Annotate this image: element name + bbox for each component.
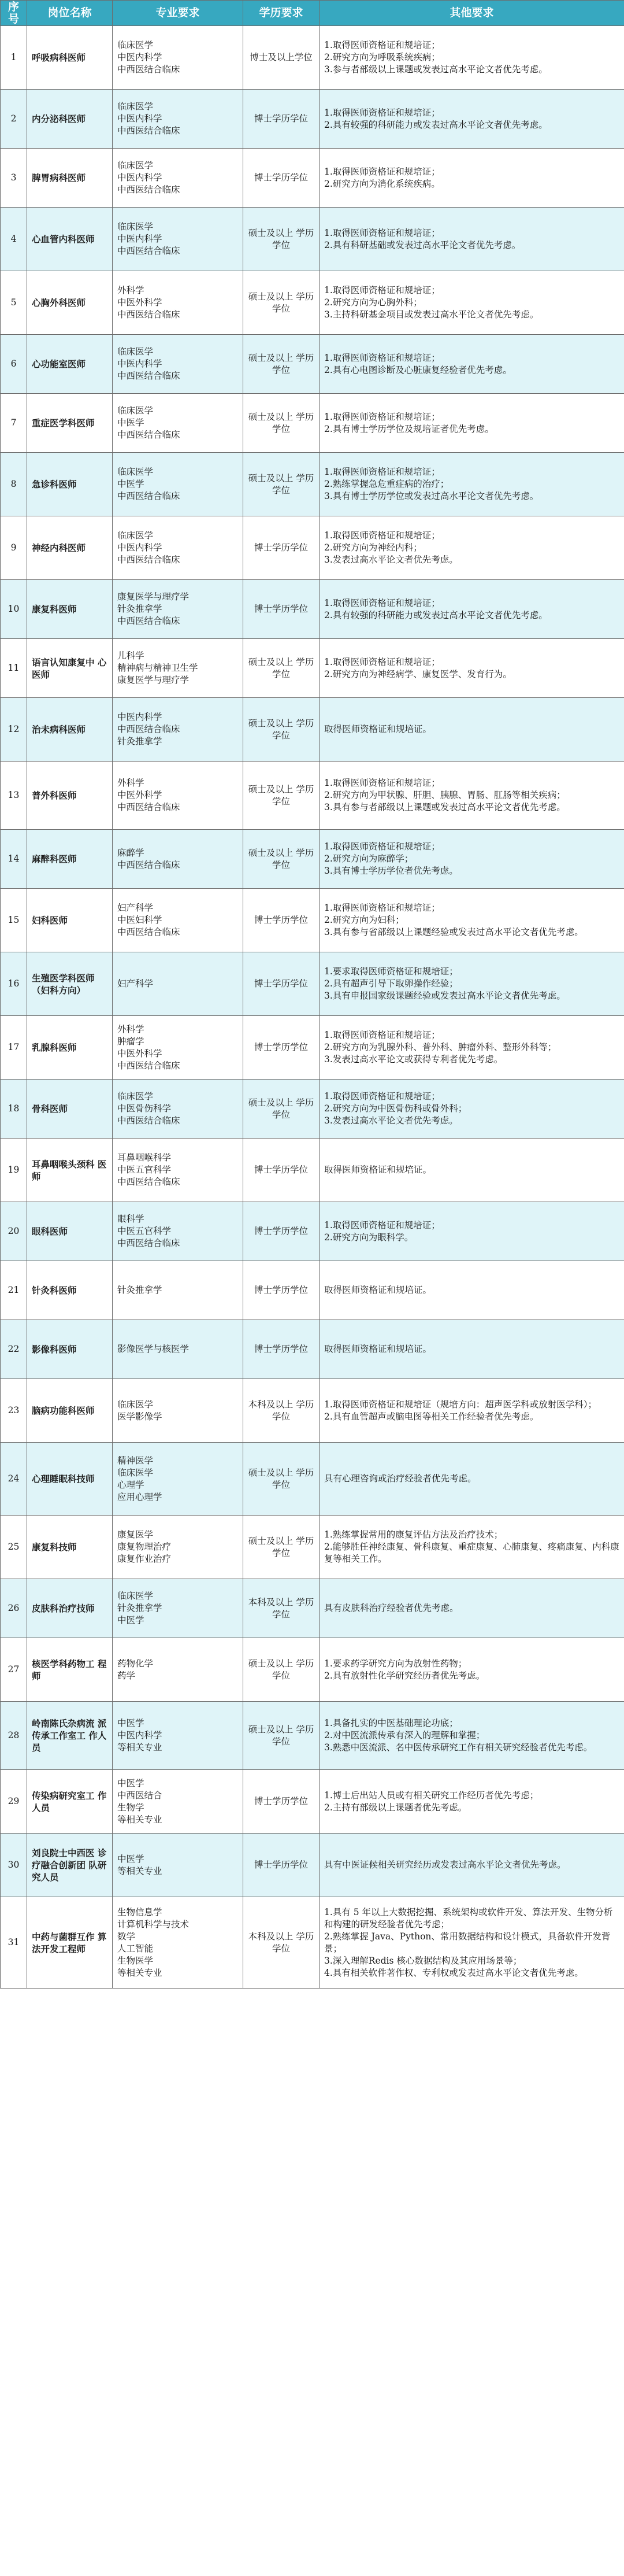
- cell-education-requirement: 硕士及以上 学历学位: [243, 698, 320, 762]
- header-index: 序号: [1, 1, 27, 26]
- cell-position-name: 心功能室医师: [27, 335, 113, 394]
- cell-education-requirement: 博士学历学位: [243, 1139, 320, 1202]
- cell-education-requirement: 博士学历学位: [243, 1261, 320, 1320]
- table-row: [1, 639, 624, 698]
- cell-major-requirement: 妇产科学: [113, 952, 243, 1016]
- table-row: [1, 889, 624, 952]
- table-header-row: [1, 1, 624, 26]
- cell-major-requirement: 耳鼻咽喉科学 中医五官科学 中西医结合临床: [113, 1139, 243, 1202]
- cell-other-requirements: 具有中医证候相关研究经历或发表过高水平论文者优先考虑。: [320, 1834, 624, 1897]
- cell-major-requirement: 麻醉学 中西医结合临床: [113, 830, 243, 889]
- cell-index: 3: [1, 149, 27, 208]
- cell-index: 18: [1, 1080, 27, 1139]
- cell-other-requirements: 1.取得医师资格证和规培证； 2.研究方向为中医骨伤科或骨外科； 3.发表过高水平论文者优先考虑。: [320, 1080, 624, 1139]
- cell-other-requirements: 具有心理咨询或治疗经验者优先考虑。: [320, 1443, 624, 1516]
- cell-position-name: 岭南陈氏杂病流 派传承工作室工 作人员: [27, 1702, 113, 1770]
- cell-education-requirement: 硕士及以上 学历学位: [243, 1443, 320, 1516]
- table-row: [1, 580, 624, 639]
- cell-position-name: 皮肤科治疗技师: [27, 1579, 113, 1638]
- cell-education-requirement: 博士学历学位: [243, 1202, 320, 1261]
- cell-other-requirements: 1.取得医师资格证和规培证； 2.研究方向为妇科； 3.具有参与省部级以上课题经验或发表过高水平论文者优先考虑。: [320, 889, 624, 952]
- cell-education-requirement: 本科及以上 学历学位: [243, 1379, 320, 1443]
- cell-other-requirements: 1.取得医师资格证和规培证； 2.研究方向为眼科学。: [320, 1202, 624, 1261]
- header-position-name: 岗位名称: [27, 1, 113, 26]
- cell-other-requirements: 1.取得医师资格证和规培证； 2.具有较强的科研能力或发表过高水平论文者优先考虑。: [320, 580, 624, 639]
- cell-position-name: 麻醉科医师: [27, 830, 113, 889]
- cell-major-requirement: 妇产科学 中医妇科学 中西医结合临床: [113, 889, 243, 952]
- cell-index: 27: [1, 1638, 27, 1702]
- cell-major-requirement: 外科学 中医外科学 中西医结合临床: [113, 271, 243, 335]
- cell-education-requirement: 博士学历学位: [243, 1834, 320, 1897]
- cell-index: 8: [1, 453, 27, 516]
- cell-position-name: 眼科医师: [27, 1202, 113, 1261]
- table-row: [1, 1379, 624, 1443]
- table-row: [1, 830, 624, 889]
- cell-position-name: 治未病科医师: [27, 698, 113, 762]
- table-body: [1, 26, 624, 1989]
- cell-index: 24: [1, 1443, 27, 1516]
- cell-education-requirement: 硕士及以上 学历学位: [243, 453, 320, 516]
- table-row: [1, 1702, 624, 1770]
- table-row: [1, 1202, 624, 1261]
- cell-education-requirement: 本科及以上 学历学位: [243, 1579, 320, 1638]
- cell-index: 14: [1, 830, 27, 889]
- cell-education-requirement: 硕士及以上 学历学位: [243, 1638, 320, 1702]
- cell-major-requirement: 眼科学 中医五官科学 中西医结合临床: [113, 1202, 243, 1261]
- cell-education-requirement: 博士及以上学位: [243, 26, 320, 90]
- cell-position-name: 语言认知康复中 心医师: [27, 639, 113, 698]
- cell-other-requirements: 1.取得医师资格证和规培证； 2.具有心电图诊断及心脏康复经验者优先考虑。: [320, 335, 624, 394]
- cell-major-requirement: 中医内科学 中西医结合临床 针灸推拿学: [113, 698, 243, 762]
- cell-other-requirements: 1.要求取得医师资格证和规培证； 2.具有超声引导下取卵操作经验； 3.具有申报国家级课题经验或发表过高水平论文者优先考虑。: [320, 952, 624, 1016]
- cell-index: 9: [1, 516, 27, 580]
- cell-education-requirement: 硕士及以上 学历学位: [243, 271, 320, 335]
- cell-position-name: 传染病研究室工 作人员: [27, 1770, 113, 1834]
- cell-major-requirement: 临床医学 中医内科学 中西医结合临床: [113, 149, 243, 208]
- cell-education-requirement: 博士学历学位: [243, 889, 320, 952]
- cell-major-requirement: 临床医学 中医内科学 中西医结合临床: [113, 90, 243, 149]
- cell-education-requirement: 硕士及以上 学历学位: [243, 762, 320, 830]
- cell-index: 7: [1, 394, 27, 453]
- cell-position-name: 耳鼻咽喉头颈科 医师: [27, 1139, 113, 1202]
- table-row: [1, 271, 624, 335]
- cell-index: 22: [1, 1320, 27, 1379]
- table-row: [1, 453, 624, 516]
- cell-education-requirement: 硕士及以上 学历学位: [243, 830, 320, 889]
- cell-education-requirement: 本科及以上 学历学位: [243, 1897, 320, 1989]
- cell-major-requirement: 临床医学 中医骨伤科学 中西医结合临床: [113, 1080, 243, 1139]
- table-row: [1, 335, 624, 394]
- cell-position-name: 心胸外科医师: [27, 271, 113, 335]
- cell-other-requirements: 1.取得医师资格证和规培证； 2.研究方向为消化系统疾病。: [320, 149, 624, 208]
- cell-major-requirement: 药物化学 药学: [113, 1638, 243, 1702]
- cell-other-requirements: 1.取得医师资格证和规培证； 2.具有博士学历学位及规培证者优先考虑。: [320, 394, 624, 453]
- cell-index: 31: [1, 1897, 27, 1989]
- cell-other-requirements: 1.取得医师资格证和规培证； 2.具有较强的科研能力或发表过高水平论文者优先考虑。: [320, 90, 624, 149]
- cell-index: 23: [1, 1379, 27, 1443]
- cell-other-requirements: 1.取得医师资格证和规培证； 2.研究方向为呼吸系统疾病； 3.参与者部级以上课题或发表过高水平论文者优先考虑。: [320, 26, 624, 90]
- cell-position-name: 乳腺科医师: [27, 1016, 113, 1080]
- cell-other-requirements: 1.具有 5 年以上大数据挖掘、系统架构或软件开发、算法开发、生物分析和构建的研发经验者优先考虑； 2.熟练掌握 Java、Python、常用数据结构和设计模式，具备软件开发背景； 3.深入理解Redis 核心数据结构及其应用场景等； 4.具有相关软件著作权、专利权或发表过高水平论文者优先考虑。: [320, 1897, 624, 1989]
- cell-major-requirement: 中医学 中西医结合 生物学 等相关专业: [113, 1770, 243, 1834]
- cell-position-name: 内分泌科医师: [27, 90, 113, 149]
- table-row: [1, 516, 624, 580]
- cell-education-requirement: 硕士及以上 学历学位: [243, 1516, 320, 1579]
- cell-position-name: 重症医学科医师: [27, 394, 113, 453]
- cell-position-name: 康复科技师: [27, 1516, 113, 1579]
- cell-index: 4: [1, 208, 27, 271]
- header-other-requirements: 其他要求: [320, 1, 624, 26]
- table-row: [1, 208, 624, 271]
- cell-index: 26: [1, 1579, 27, 1638]
- cell-major-requirement: 儿科学 精神病与精神卫生学 康复医学与理疗学: [113, 639, 243, 698]
- cell-other-requirements: 1.取得医师资格证和规培证； 2.具有科研基础或发表过高水平论文者优先考虑。: [320, 208, 624, 271]
- table-row: [1, 1016, 624, 1080]
- cell-education-requirement: 博士学历学位: [243, 1320, 320, 1379]
- cell-major-requirement: 外科学 中医外科学 中西医结合临床: [113, 762, 243, 830]
- cell-major-requirement: 影像医学与核医学: [113, 1320, 243, 1379]
- table-row: [1, 1080, 624, 1139]
- cell-other-requirements: 1.取得医师资格证和规培证； 2.研究方向为麻醉学； 3.具有博士学历学位者优先考虑。: [320, 830, 624, 889]
- table-row: [1, 149, 624, 208]
- cell-position-name: 骨科医师: [27, 1080, 113, 1139]
- cell-other-requirements: 取得医师资格证和规培证。: [320, 698, 624, 762]
- cell-index: 10: [1, 580, 27, 639]
- cell-position-name: 康复科医师: [27, 580, 113, 639]
- table-row: [1, 1897, 624, 1989]
- cell-other-requirements: 1.具备扎实的中医基础理论功底； 2.对中医流派传承有深入的理解和掌握； 3.熟悉中医流派、名中医传承研究工作有相关研究经验者优先考虑。: [320, 1702, 624, 1770]
- cell-other-requirements: 取得医师资格证和规培证。: [320, 1320, 624, 1379]
- cell-major-requirement: 临床医学 中医学 中西医结合临床: [113, 394, 243, 453]
- cell-position-name: 脑病功能科医师: [27, 1379, 113, 1443]
- cell-education-requirement: 博士学历学位: [243, 1016, 320, 1080]
- cell-education-requirement: 硕士及以上 学历学位: [243, 1080, 320, 1139]
- cell-position-name: 妇科医师: [27, 889, 113, 952]
- cell-index: 21: [1, 1261, 27, 1320]
- cell-education-requirement: 博士学历学位: [243, 580, 320, 639]
- table-row: [1, 1638, 624, 1702]
- cell-index: 13: [1, 762, 27, 830]
- cell-major-requirement: 针灸推拿学: [113, 1261, 243, 1320]
- table-row: [1, 952, 624, 1016]
- cell-other-requirements: 1.博士后出站人员或有相关研究工作经历者优先考虑； 2.主持有部级以上课题者优先考虑。: [320, 1770, 624, 1834]
- table-row: [1, 1320, 624, 1379]
- cell-education-requirement: 硕士及以上 学历学位: [243, 335, 320, 394]
- cell-position-name: 神经内科医师: [27, 516, 113, 580]
- cell-major-requirement: 精神医学 临床医学 心理学 应用心理学: [113, 1443, 243, 1516]
- table-row: [1, 698, 624, 762]
- cell-education-requirement: 硕士及以上 学历学位: [243, 639, 320, 698]
- cell-major-requirement: 临床医学 中医内科学 中西医结合临床: [113, 516, 243, 580]
- cell-index: 20: [1, 1202, 27, 1261]
- cell-major-requirement: 临床医学 中医内科学 中西医结合临床: [113, 26, 243, 90]
- cell-major-requirement: 康复医学 康复物理治疗 康复作业治疗: [113, 1516, 243, 1579]
- cell-position-name: 普外科医师: [27, 762, 113, 830]
- cell-education-requirement: 博士学历学位: [243, 952, 320, 1016]
- cell-other-requirements: 取得医师资格证和规培证。: [320, 1139, 624, 1202]
- header-major-requirement: 专业要求: [113, 1, 243, 26]
- cell-index: 11: [1, 639, 27, 698]
- cell-other-requirements: 1.取得医师资格证和规培证； 2.研究方向为神经病学、康复医学、发育行为。: [320, 639, 624, 698]
- cell-index: 30: [1, 1834, 27, 1897]
- cell-position-name: 呼吸病科医师: [27, 26, 113, 90]
- cell-other-requirements: 1.取得医师资格证和规培证； 2.熟练掌握急危重症病的治疗； 3.具有博士学历学位或发表过高水平论文者优先考虑。: [320, 453, 624, 516]
- cell-major-requirement: 康复医学与理疗学 针灸推拿学 中西医结合临床: [113, 580, 243, 639]
- cell-major-requirement: 临床医学 中医学 中西医结合临床: [113, 453, 243, 516]
- cell-other-requirements: 具有皮肤科治疗经验者优先考虑。: [320, 1579, 624, 1638]
- cell-education-requirement: 硕士及以上 学历学位: [243, 1702, 320, 1770]
- table-row: [1, 762, 624, 830]
- cell-position-name: 影像科医师: [27, 1320, 113, 1379]
- cell-education-requirement: 硕士及以上 学历学位: [243, 394, 320, 453]
- cell-index: 12: [1, 698, 27, 762]
- header-education-requirement: 学历要求: [243, 1, 320, 26]
- cell-position-name: 脾胃病科医师: [27, 149, 113, 208]
- cell-index: 16: [1, 952, 27, 1016]
- table-row: [1, 1443, 624, 1516]
- table-row: [1, 1261, 624, 1320]
- cell-index: 29: [1, 1770, 27, 1834]
- cell-other-requirements: 取得医师资格证和规培证。: [320, 1261, 624, 1320]
- cell-position-name: 心理睡眠科技师: [27, 1443, 113, 1516]
- cell-other-requirements: 1.取得医师资格证和规培证； 2.研究方向为甲状腺、肝胆、胰腺、胃肠、肛肠等相关疾病； 3.具有参与者部级以上课题或发表过高水平论文者优先考虑。: [320, 762, 624, 830]
- cell-major-requirement: 临床医学 针灸推拿学 中医学: [113, 1579, 243, 1638]
- cell-major-requirement: 临床医学 医学影像学: [113, 1379, 243, 1443]
- table-row: [1, 394, 624, 453]
- cell-other-requirements: 1.取得医师资格证和规培证（规培方向：超声医学科或放射医学科）； 2.具有血管超声或脑电图等相关工作经验者优先考虑。: [320, 1379, 624, 1443]
- cell-other-requirements: 1.要求药学研究方向为放射性药物； 2.具有放射性化学研究经历者优先考虑。: [320, 1638, 624, 1702]
- table-row: [1, 1579, 624, 1638]
- cell-major-requirement: 临床医学 中医内科学 中西医结合临床: [113, 208, 243, 271]
- cell-major-requirement: 中医学 中医内科学 等相关专业: [113, 1702, 243, 1770]
- cell-index: 5: [1, 271, 27, 335]
- cell-index: 1: [1, 26, 27, 90]
- cell-position-name: 针灸科医师: [27, 1261, 113, 1320]
- cell-education-requirement: 博士学历学位: [243, 90, 320, 149]
- cell-major-requirement: 中医学 等相关专业: [113, 1834, 243, 1897]
- cell-other-requirements: 1.取得医师资格证和规培证； 2.研究方向为神经内科； 3.发表过高水平论文者优先考虑。: [320, 516, 624, 580]
- cell-position-name: 刘良院士中西医 诊疗融合创新团 队研究人员: [27, 1834, 113, 1897]
- cell-other-requirements: 1.取得医师资格证和规培证； 2.研究方向为心胸外科； 3.主持科研基金项目或发表过高水平论文者优先考虑。: [320, 271, 624, 335]
- cell-major-requirement: 外科学 肿瘤学 中医外科学 中西医结合临床: [113, 1016, 243, 1080]
- cell-other-requirements: 1.取得医师资格证和规培证； 2.研究方向为乳腺外科、普外科、肿瘤外科、整形外科等； 3.发表过高水平论文或获得专利者优先考虑。: [320, 1016, 624, 1080]
- cell-index: 2: [1, 90, 27, 149]
- cell-position-name: 中药与菌群互作 算法开发工程师: [27, 1897, 113, 1989]
- table-row: [1, 1139, 624, 1202]
- cell-index: 17: [1, 1016, 27, 1080]
- cell-position-name: 心血管内科医师: [27, 208, 113, 271]
- cell-major-requirement: 生物信息学 计算机科学与技术 数学 人工智能 生物医学 等相关专业: [113, 1897, 243, 1989]
- cell-education-requirement: 硕士及以上 学历学位: [243, 208, 320, 271]
- cell-index: 28: [1, 1702, 27, 1770]
- cell-education-requirement: 博士学历学位: [243, 149, 320, 208]
- table-row: [1, 90, 624, 149]
- cell-index: 25: [1, 1516, 27, 1579]
- table-row: [1, 26, 624, 90]
- table-row: [1, 1516, 624, 1579]
- cell-other-requirements: 1.熟练掌握常用的康复评估方法及治疗技术； 2.能够胜任神经康复、骨科康复、重症康复、心肺康复、疼痛康复、内科康复等相关工作。: [320, 1516, 624, 1579]
- table-row: [1, 1770, 624, 1834]
- cell-position-name: 急诊科医师: [27, 453, 113, 516]
- cell-position-name: 生殖医学科医师 （妇科方向）: [27, 952, 113, 1016]
- cell-index: 19: [1, 1139, 27, 1202]
- cell-education-requirement: 博士学历学位: [243, 516, 320, 580]
- table-row: [1, 1834, 624, 1897]
- cell-index: 6: [1, 335, 27, 394]
- cell-education-requirement: 博士学历学位: [243, 1770, 320, 1834]
- cell-major-requirement: 临床医学 中医内科学 中西医结合临床: [113, 335, 243, 394]
- cell-index: 15: [1, 889, 27, 952]
- cell-position-name: 核医学科药物工 程师: [27, 1638, 113, 1702]
